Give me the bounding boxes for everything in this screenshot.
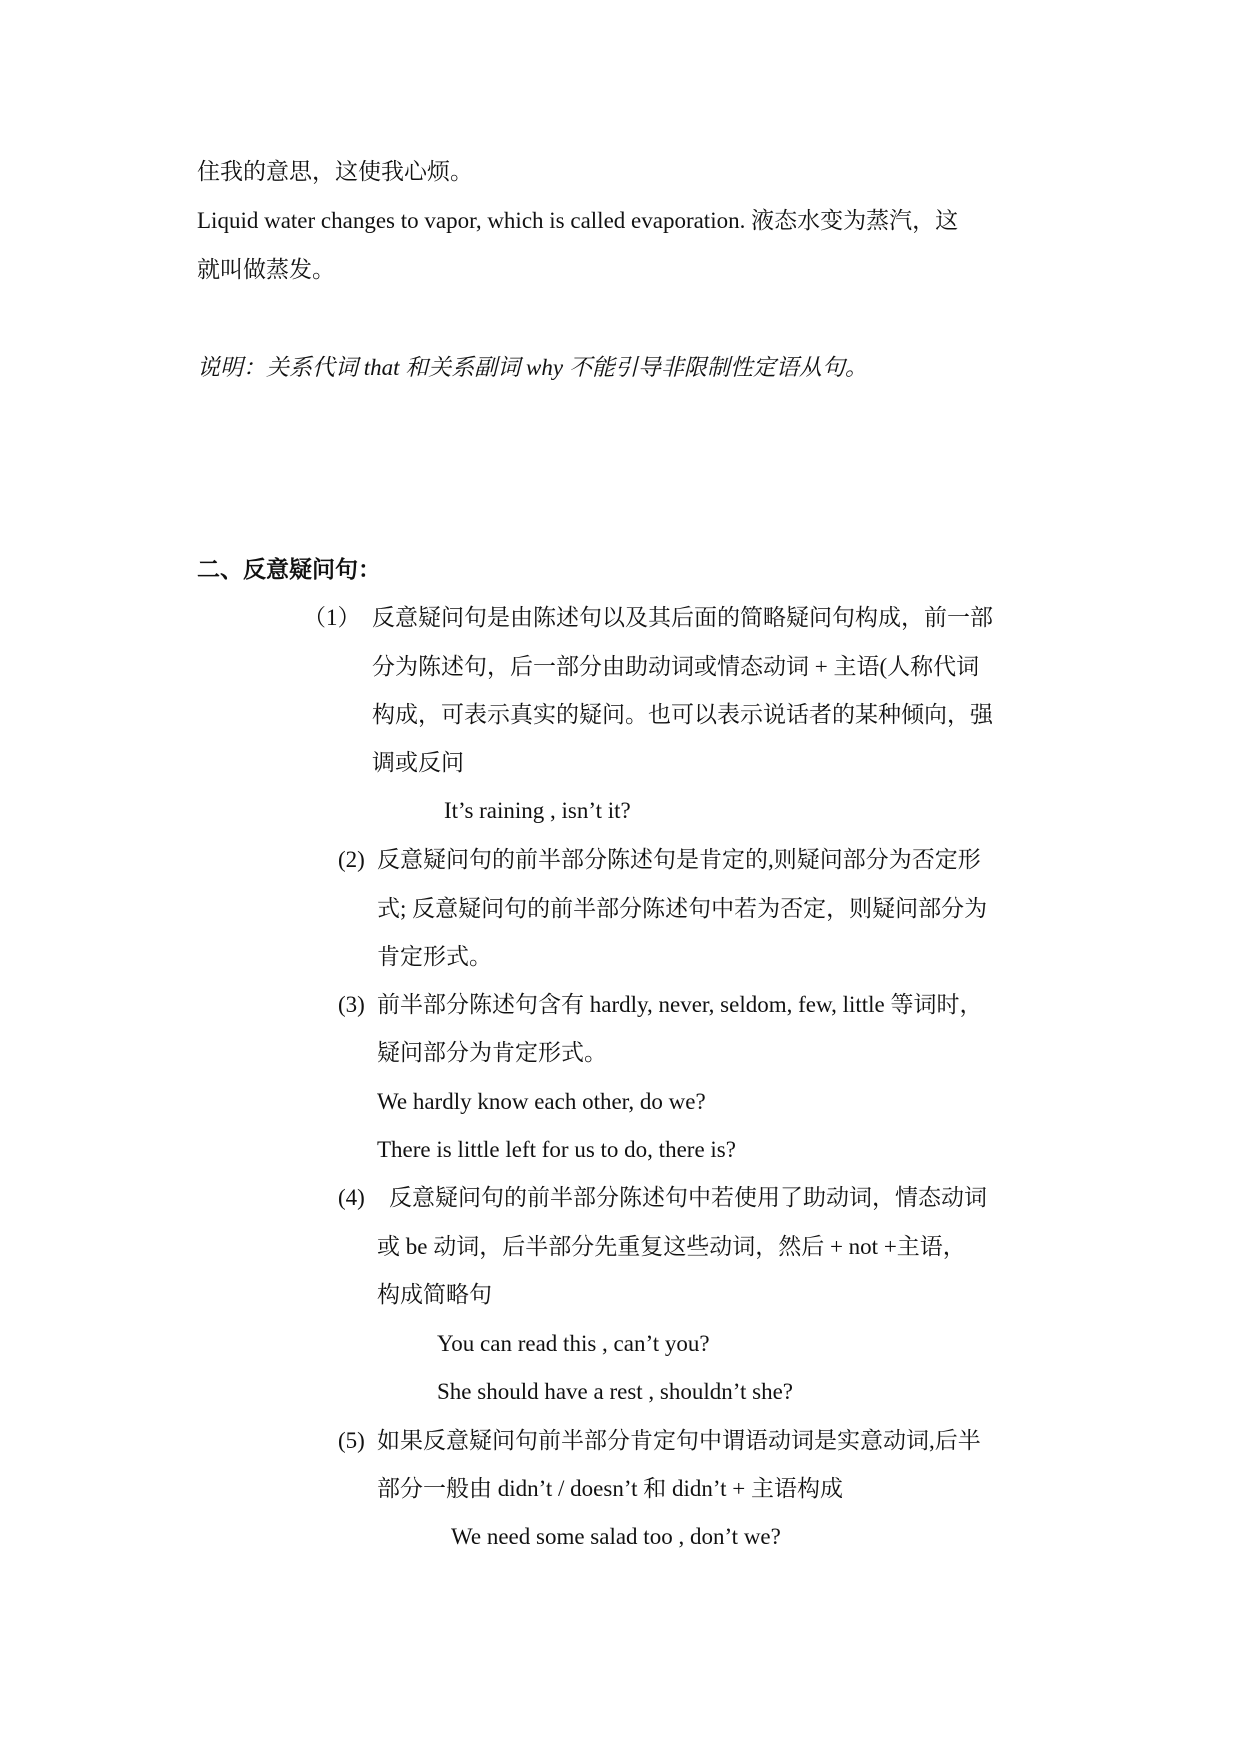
item-2-line-2: 式; 反意疑问句的前半部分陈述句中若为否定，则疑问部分为 [377, 896, 988, 921]
item-1-line-2: 分为陈述句，后一部分由助动词或情态动词 + 主语(人称代词 [372, 654, 980, 679]
item-4-example-2: She should have a rest , shouldn’t she? [437, 1379, 794, 1404]
intro-line-1: 住我的意思，这使我心烦。 [197, 159, 473, 184]
item-4-marker: (4) [338, 1185, 365, 1210]
item-5-line-1: 如果反意疑问句前半部分肯定句中谓语动词是实意动词,后半 [377, 1428, 981, 1453]
item-1-line-4: 调或反问 [372, 750, 464, 775]
section-heading: 二、反意疑问句： [197, 557, 381, 582]
item-2-marker: (2) [338, 847, 365, 872]
item-5-line-2: 部分一般由 didn’t / doesn’t 和 didn’t + 主语构成 [377, 1476, 843, 1501]
item-4-line-2: 或 be 动词，后半部分先重复这些动词，然后 + not +主语， [377, 1234, 966, 1259]
item-3-line-1: 前半部分陈述句含有 hardly, never, seldom, few, little 等词时， [377, 992, 983, 1017]
item-1-example: It’s raining , isn’t it? [444, 798, 631, 823]
item-5-marker: (5) [338, 1428, 365, 1453]
intro-line-3: 就叫做蒸发。 [197, 257, 335, 282]
item-4-line-3: 构成简略句 [377, 1282, 492, 1307]
item-1-marker: （1） [303, 605, 361, 630]
item-4-line-1: 反意疑问句的前半部分陈述句中若使用了助动词，情态动词 [389, 1185, 987, 1210]
note-text: 说明：关系代词 that 和关系副词 why 不能引导非限制性定语从句。 [197, 355, 868, 380]
item-5-example: We need some salad too , don’t we? [451, 1524, 781, 1549]
item-3-marker: (3) [338, 992, 365, 1017]
intro-line-2: Liquid water changes to vapor, which is called evaporation. 液态水变为蒸汽，这 [197, 208, 959, 233]
item-1-line-3: 构成，可表示真实的疑问。也可以表示说话者的某种倾向，强 [372, 702, 993, 727]
item-3-line-2: 疑问部分为肯定形式。 [377, 1040, 607, 1065]
item-1-line-1: 反意疑问句是由陈述句以及其后面的简略疑问句构成，前一部 [372, 605, 993, 630]
item-4-example-1: You can read this , can’t you? [437, 1331, 710, 1356]
item-2-line-1: 反意疑问句的前半部分陈述句是肯定的,则疑问部分为否定形 [377, 847, 981, 872]
item-3-example-2: There is little left for us to do, there is? [377, 1137, 736, 1162]
item-2-line-3: 肯定形式。 [377, 944, 492, 969]
item-3-example-1: We hardly know each other, do we? [377, 1089, 706, 1114]
